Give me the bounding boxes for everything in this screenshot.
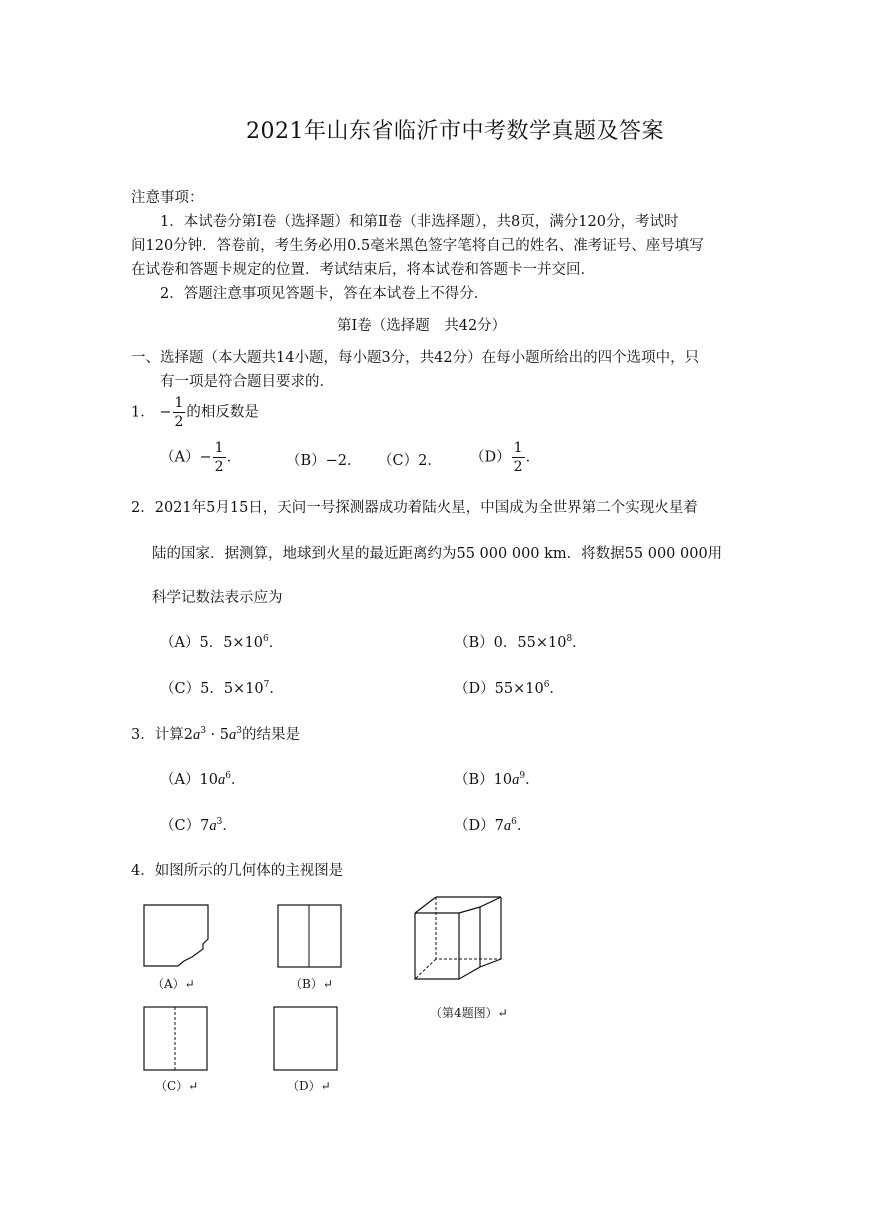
q2-d-exp: 6 bbox=[543, 680, 550, 690]
question-3 bbox=[131, 723, 300, 744]
q1-denominator: 2 bbox=[174, 414, 184, 430]
q3-expr-dot: · 5 bbox=[205, 727, 230, 743]
q2-line3: 科学记数法表示应为 bbox=[152, 590, 283, 606]
q1-option-a bbox=[160, 441, 241, 474]
q3-option-b bbox=[454, 768, 540, 789]
q1-d-end: ． bbox=[525, 449, 541, 466]
q4-option-d-figure bbox=[272, 1005, 342, 1073]
q2-a-end: ． bbox=[268, 635, 284, 651]
part1-heading-line1: 一、选择题（本大题共14小题，每小题3分，共42分）在每小题所给出的四个选项中，只 bbox=[131, 350, 700, 366]
q3-c-end: ． bbox=[222, 818, 237, 834]
q1-a-end: ． bbox=[226, 449, 242, 466]
q3-d-end: ． bbox=[516, 818, 532, 834]
q2-d-end: ． bbox=[549, 681, 564, 697]
q2-a-exp: 6 bbox=[263, 634, 269, 644]
q3-b-exp: 9 bbox=[519, 771, 526, 781]
notice-heading: 注意事项： bbox=[131, 190, 204, 206]
q1-option-c: （C）2． bbox=[378, 453, 442, 469]
q1-d-fraction bbox=[512, 441, 525, 474]
q1-text: 的相反数是 bbox=[186, 404, 259, 421]
q2-b-end: ． bbox=[572, 635, 587, 651]
notice-item1-line3: 在试卷和答题卡规定的位置．考试结束后，将本试卷和答题卡一并交回． bbox=[131, 262, 595, 278]
q4-caption-c: （C）↵ bbox=[155, 1079, 199, 1093]
q3-d-label: （D） bbox=[454, 818, 495, 834]
q3-expr-c1: 2 bbox=[183, 727, 193, 743]
q3-expr-v1: a bbox=[192, 727, 201, 743]
q3-d-coef: 7 bbox=[494, 818, 504, 834]
part1-heading-line2: 有一项是符合题目要求的． bbox=[160, 374, 334, 390]
q1-d-label: （D） bbox=[470, 449, 511, 466]
q1-numerator: 1 bbox=[174, 395, 184, 411]
q3-c-coef: 7 bbox=[200, 818, 210, 834]
q2-line2: 陆的国家．据测算，地球到火星的最近距离约为55 000 000 km．将数据55 000 000用 bbox=[152, 546, 723, 562]
notice-item1-line2: 间120分钟．答卷前，考生务必用0.5毫米黑色签字笔将自己的姓名、准考证号、座号填写 bbox=[131, 238, 704, 254]
q1-a-neg: − bbox=[199, 449, 212, 466]
q4-caption-b: （B）↵ bbox=[290, 977, 333, 991]
notice-item2: 2．答题注意事项见答题卡，答在本试卷上不得分． bbox=[160, 286, 489, 302]
q3-expr-v2: a bbox=[229, 727, 237, 743]
q3-c-label: （C） bbox=[160, 818, 201, 834]
q1-d-denominator: 2 bbox=[513, 459, 523, 475]
q3-a-label: （A） bbox=[160, 772, 200, 788]
q1-number: 1． bbox=[131, 404, 155, 421]
q3-a-exp: 6 bbox=[225, 771, 231, 781]
section-title: 第Ⅰ卷（选择题 共42分） bbox=[337, 318, 507, 334]
q3-a-var: a bbox=[217, 772, 226, 788]
notice-item1-line1: 1．本试卷分第Ⅰ卷（选择题）和第Ⅱ卷（非选择题），共8页，满分120分，考试时 bbox=[160, 214, 679, 230]
q3-b-end: ． bbox=[525, 772, 540, 788]
q3-d-var: a bbox=[503, 818, 512, 834]
q1-option-d bbox=[470, 441, 540, 474]
q3-b-var: a bbox=[512, 772, 520, 788]
q2-b-exp: 8 bbox=[566, 634, 573, 644]
q4-option-a-figure bbox=[142, 903, 212, 969]
q3-option-a bbox=[160, 768, 245, 789]
q3-b-label: （B） bbox=[454, 772, 494, 788]
q2-option-b bbox=[454, 631, 587, 652]
q1-neg: − bbox=[159, 404, 172, 421]
q4-solid-figure bbox=[412, 893, 508, 985]
q4-option-b-figure bbox=[276, 903, 346, 969]
question-1 bbox=[131, 396, 259, 429]
q1-fraction bbox=[173, 396, 186, 429]
q2-option-a bbox=[160, 631, 283, 652]
q1-a-fraction bbox=[213, 441, 226, 474]
q3-a-coef: 10 bbox=[199, 772, 218, 788]
q1-d-numerator: 1 bbox=[513, 440, 523, 456]
q3-suffix: 的结果是 bbox=[242, 727, 300, 743]
q2-c-end: ． bbox=[269, 681, 284, 697]
q2-line1: 2．2021年5月15日，天问一号探测器成功着陆火星，中国成为全世界第二个实现火星着 bbox=[131, 500, 698, 516]
q3-prefix: 3．计算 bbox=[131, 727, 184, 743]
q4-caption-figure: （第4题图）↵ bbox=[430, 1006, 508, 1020]
q3-c-exp: 3 bbox=[216, 817, 223, 827]
q1-option-b: （B）−2． bbox=[286, 453, 362, 469]
q4-caption-d: （D）↵ bbox=[287, 1079, 331, 1093]
page-title: 2021年山东省临沂市中考数学真题及答案 bbox=[246, 119, 664, 144]
q3-option-c bbox=[160, 814, 237, 835]
q3-c-var: a bbox=[209, 818, 217, 834]
q3-b-coef: 10 bbox=[493, 772, 513, 788]
q3-expr-e2: 3 bbox=[236, 726, 242, 736]
q3-a-end: ． bbox=[230, 772, 246, 788]
q3-d-exp: 6 bbox=[511, 817, 517, 827]
q2-b-base: （B）0．55×10 bbox=[454, 635, 567, 651]
q4-text: 4．如图所示的几何体的主视图是 bbox=[131, 863, 344, 879]
q2-option-d bbox=[454, 677, 564, 698]
q2-c-base: （C）5．5×10 bbox=[160, 681, 264, 697]
q3-expr-e1: 3 bbox=[200, 726, 206, 736]
q2-c-exp: 7 bbox=[263, 680, 270, 690]
q2-option-c bbox=[160, 677, 284, 698]
q1-a-label: （A） bbox=[160, 449, 200, 466]
q1-a-numerator: 1 bbox=[214, 440, 224, 456]
q4-caption-a: （A）↵ bbox=[152, 977, 195, 991]
q1-a-denominator: 2 bbox=[214, 459, 224, 475]
q4-option-c-figure bbox=[142, 1005, 212, 1073]
q3-option-d bbox=[454, 814, 531, 835]
q2-a-base: （A）5．5×10 bbox=[160, 635, 264, 651]
q2-d-base: （D）55×10 bbox=[454, 681, 544, 697]
